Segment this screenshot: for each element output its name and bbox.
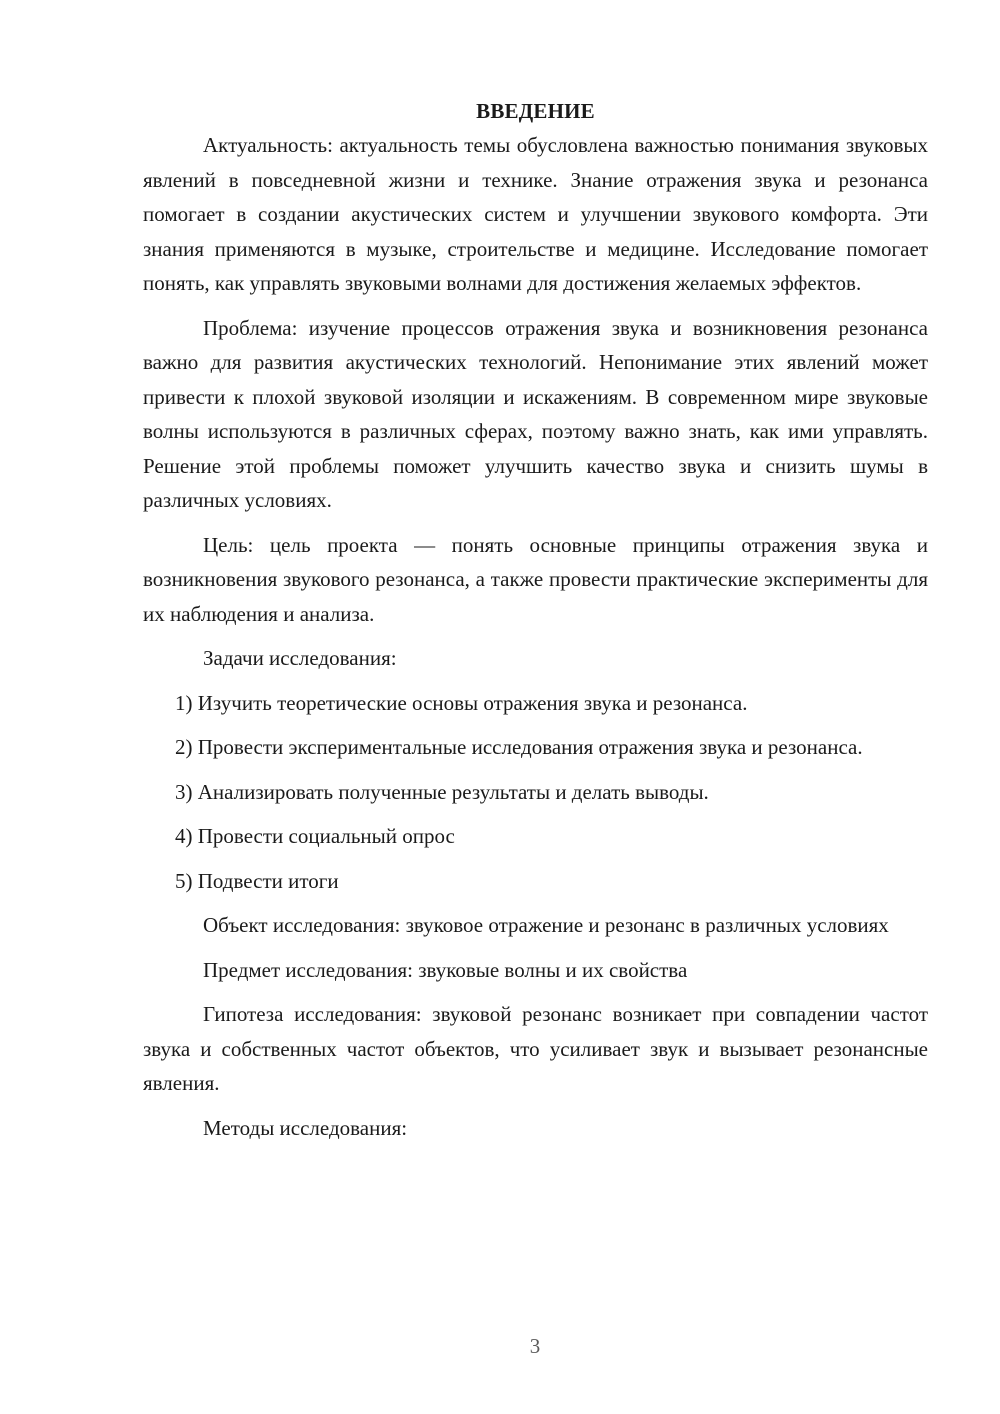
problem-paragraph: Проблема: изучение процессов отражения звука и возникновения резонанса важно для развития акустических технологий. Непонимание этих явлений может привести к плохой звуковой изоляции и искажениям. В современном мире звуковые волны используются в различных сферах, поэтому важно знать, как ими управлять. Решение этой проблемы поможет улучшить качество звука и снизить шумы в различных условиях. xyxy=(143,315,928,512)
task-item-2: 2) Провести экспериментальные исследования отражения звука и резонанса. xyxy=(175,735,863,759)
task-item-4: 4) Провести социальный опрос xyxy=(175,824,455,848)
page-number: 3 xyxy=(529,1334,541,1358)
object-paragraph: Объект исследования: звуковое отражение и резонанс в различных условиях xyxy=(203,913,889,937)
goal-paragraph: Цель: цель проекта — понять основные принципы отражения звука и возникновения звукового резонанса, а также провести практические эксперименты для их наблюдения и анализа. xyxy=(143,532,928,626)
tasks-heading: Задачи исследования: xyxy=(203,646,397,670)
task-item-5: 5) Подвести итоги xyxy=(175,868,339,893)
document-page xyxy=(143,94,928,1155)
relevance-paragraph: Актуальность: актуальность темы обусловлена важностью понимания звуковых явлений в повседневной жизни и технике. Знание отражения звука и резонанса помогает в создании акустических систем и улучшении звукового комфорта. Эти знания применяются в музыке, строительстве и медицине. Исследование помогает понять, как управлять звуковыми волнами для достижения желаемых эффектов. xyxy=(143,133,928,295)
task-item-1: 1) Изучить теоретические основы отражения звука и резонанса. xyxy=(175,690,748,715)
section-title: ВВЕДЕНИЕ xyxy=(476,99,595,123)
methods-paragraph: Методы исследования: xyxy=(203,1115,408,1140)
subject-paragraph: Предмет исследования: звуковые волны и их свойства xyxy=(203,957,688,982)
hypothesis-paragraph: Гипотеза исследования: звуковой резонанс возникает при совпадении частот звука и собственных частот объектов, что усиливает звук и вызывает резонансные явления. xyxy=(143,1002,928,1095)
task-item-3: 3) Анализировать полученные результаты и делать выводы. xyxy=(175,779,709,804)
